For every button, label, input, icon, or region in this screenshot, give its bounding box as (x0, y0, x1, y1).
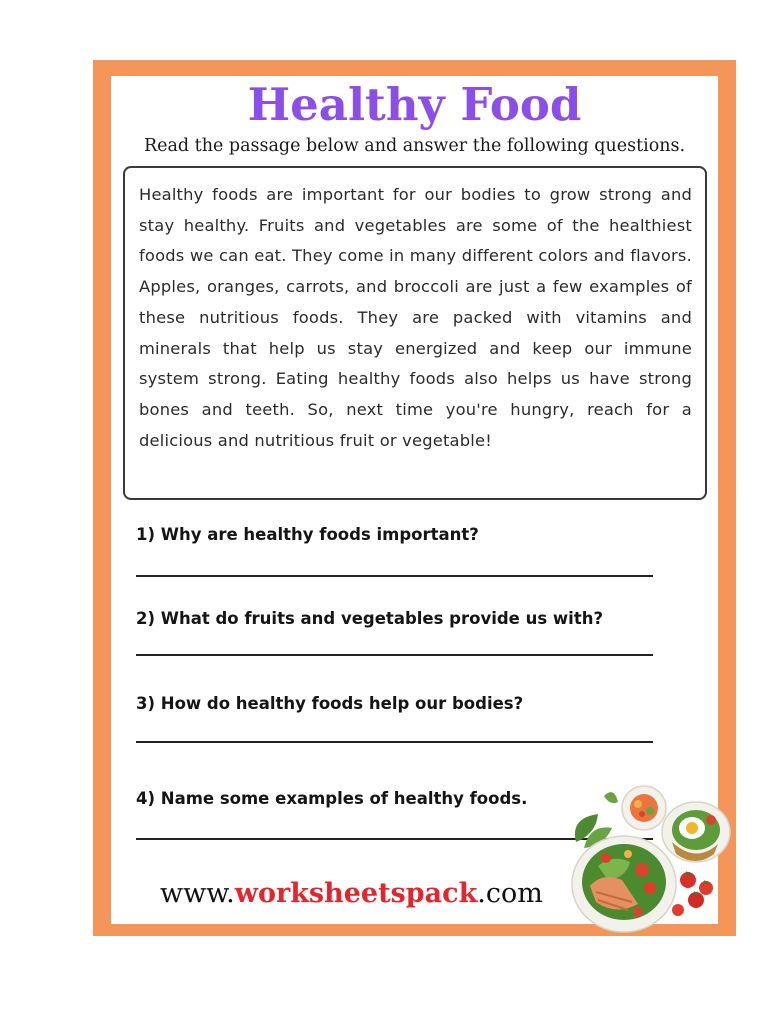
page-title: Healthy Food (247, 78, 582, 131)
instructions-text: Read the passage below and answer the following questions. (143, 136, 686, 156)
question-2: 2) What do fruits and vegetables provide us with? (136, 609, 604, 628)
reading-passage: Healthy foods are important for our bodies to grow strong and stay healthy. Fruits and vegetables are some of the healthiest foods we can eat. They come in many different colors and flavors. Apples, oranges, carrots, and broccoli are just a few examples of these nutritious foods. They are packed with vitamins and minerals that help us stay energized and keep our immune system strong. Eating healthy foods also helps us have strong bones and teeth. So, next time you're hungry, reach for a delicious and nutritious fruit or vegetable! (139, 185, 692, 450)
footer-suffix: .com (477, 878, 543, 909)
question-3: 3) How do healthy foods help our bodies? (136, 694, 524, 713)
answer-line-3[interactable] (136, 741, 653, 743)
website-footer[interactable] (160, 874, 580, 914)
footer-brand: worksheetspack (234, 878, 478, 909)
footer-prefix: www. (160, 878, 235, 909)
question-4: 4) Name some examples of healthy foods. (136, 789, 528, 808)
question-1: 1) Why are healthy foods important? (136, 525, 479, 544)
answer-line-1[interactable] (136, 575, 653, 577)
healthy-food-plates-icon (568, 784, 736, 936)
answer-line-2[interactable] (136, 654, 653, 656)
